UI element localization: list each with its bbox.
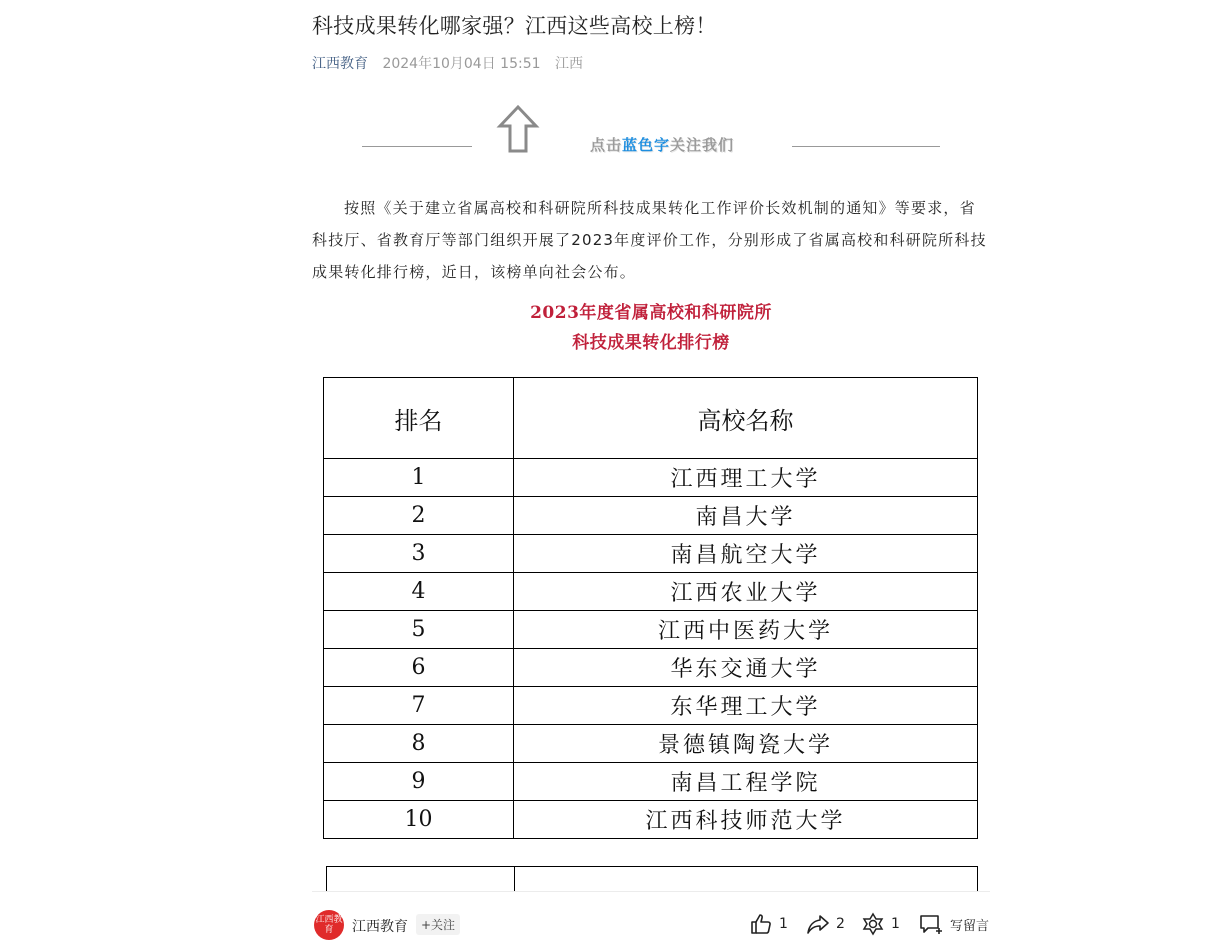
rank-cell: 8 — [324, 725, 514, 763]
follow-hint — [590, 134, 734, 155]
share-arrow-icon — [806, 912, 830, 936]
follow-button[interactable]: +关注 — [416, 914, 460, 935]
bottom-action-bar — [312, 891, 990, 948]
school-cell: 江西中医药大学 — [514, 611, 978, 649]
header-school: 高校名称 — [514, 378, 978, 459]
write-comment-button[interactable] — [918, 912, 989, 936]
rank-cell: 6 — [324, 649, 514, 687]
table-header-row — [324, 378, 978, 459]
account-name[interactable]: 江西教育 — [352, 919, 408, 935]
share-button[interactable] — [806, 912, 845, 936]
table-row — [324, 535, 978, 573]
up-arrow-icon — [496, 104, 540, 154]
rank-cell: 10 — [324, 801, 514, 839]
recommend-button[interactable] — [861, 912, 900, 936]
ranking-title-line2: 科技成果转化排行榜 — [572, 333, 730, 353]
school-cell: 华东交通大学 — [514, 649, 978, 687]
follow-hint-prefix: 点击 — [590, 136, 623, 154]
school-cell: 东华理工大学 — [514, 687, 978, 725]
table-row — [324, 649, 978, 687]
header-rank: 排名 — [324, 378, 514, 459]
table-row — [324, 497, 978, 535]
table-row — [324, 573, 978, 611]
table-row — [324, 687, 978, 725]
rank-cell: 3 — [324, 535, 514, 573]
like-count: 1 — [779, 916, 788, 932]
banner-divider-right — [792, 146, 940, 147]
table-row — [324, 611, 978, 649]
article-meta — [312, 53, 583, 73]
table-row — [324, 459, 978, 497]
follow-banner[interactable] — [362, 104, 942, 156]
recommend-count: 1 — [891, 916, 900, 932]
rank-cell: 7 — [324, 687, 514, 725]
flower-icon — [861, 912, 885, 936]
comment-label: 写留言 — [950, 918, 990, 934]
intro-paragraph: 按照《关于建立省属高校和科研院所科技成果转化工作评价长效机制的通知》等要求，省科技厅、省教育厅等部门组织开展了2023年度评价工作，分别形成了省属高校和科研院所科技成果转化排行榜，近日，该榜单向社会公布。 — [312, 199, 987, 281]
share-count: 2 — [836, 916, 845, 932]
school-cell: 江西农业大学 — [514, 573, 978, 611]
publish-time: 2024年10月04日 15:51 — [382, 56, 541, 72]
ranking-title-line1: 2023年度省属高校和科研院所 — [530, 303, 772, 323]
table-row — [324, 763, 978, 801]
follow-hint-highlight: 蓝色字 — [622, 136, 671, 154]
school-cell: 南昌航空大学 — [514, 535, 978, 573]
school-cell: 江西理工大学 — [514, 459, 978, 497]
banner-divider-left — [362, 146, 472, 147]
rank-cell: 1 — [324, 459, 514, 497]
comment-icon — [918, 912, 944, 936]
rank-cell: 9 — [324, 763, 514, 801]
table-row — [324, 725, 978, 763]
school-cell: 景德镇陶瓷大学 — [514, 725, 978, 763]
rank-cell: 5 — [324, 611, 514, 649]
author-link[interactable]: 江西教育 — [312, 56, 368, 72]
follow-hint-suffix: 关注我们 — [670, 136, 735, 154]
rank-cell: 2 — [324, 497, 514, 535]
school-cell: 南昌工程学院 — [514, 763, 978, 801]
school-cell: 南昌大学 — [514, 497, 978, 535]
ranking-table — [323, 377, 978, 839]
account-avatar[interactable]: 江西教育 — [314, 910, 344, 940]
publish-location: 江西 — [554, 56, 583, 72]
rank-cell: 4 — [324, 573, 514, 611]
like-button[interactable] — [749, 912, 788, 936]
table-row — [324, 801, 978, 839]
school-cell: 江西科技师范大学 — [514, 801, 978, 839]
thumbs-up-icon — [749, 912, 773, 936]
article-title: 科技成果转化哪家强？江西这些高校上榜！ — [312, 14, 717, 38]
